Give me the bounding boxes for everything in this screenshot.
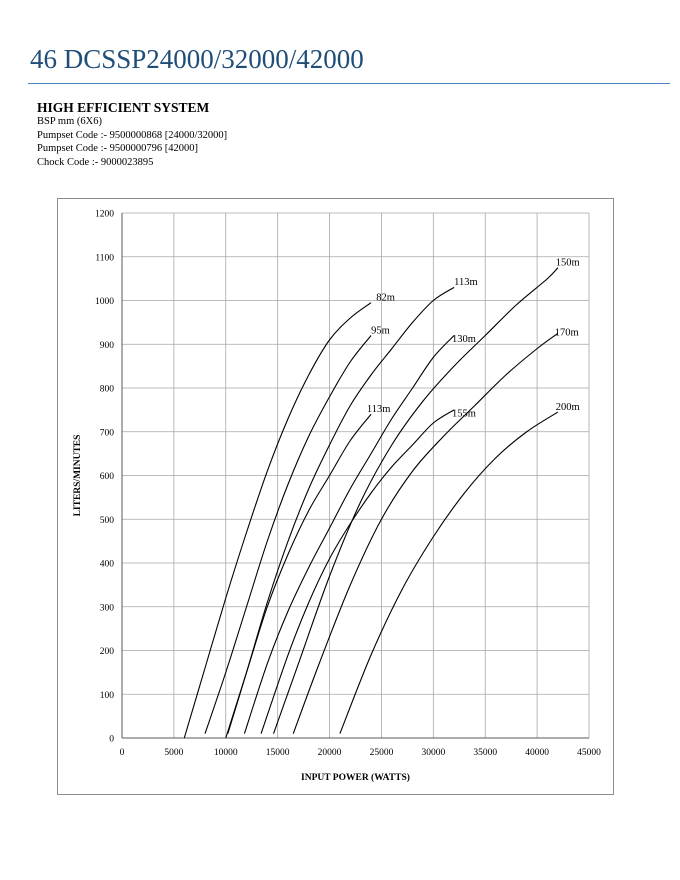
x-tick-label: 30000 [421, 748, 446, 758]
spec-line-pumpset-code-1: Pumpset Code :- 9500000868 [24000/32000] [37, 129, 228, 141]
curve-label-113m: 113m [454, 277, 478, 289]
curve-label-150m: 150m [555, 257, 580, 269]
y-tick-label: 500 [99, 515, 114, 526]
y-tick-label: 300 [99, 603, 114, 614]
spec-line-pumpset-code-2: Pumpset Code :- 9500000796 [42000] [37, 143, 198, 154]
curve-label-170m: 170m [554, 327, 579, 339]
curve-label-95m: 95m [371, 325, 390, 337]
y-tick-label: 1000 [95, 297, 114, 307]
series-line-130m-4 [244, 336, 454, 734]
curve-label-113m: 113m [366, 404, 391, 416]
x-tick-label: 15000 [265, 748, 290, 758]
x-tick-label: 40000 [525, 748, 549, 758]
x-tick-label: 25000 [369, 748, 394, 758]
series-line-113m-3 [228, 287, 454, 733]
x-axis-title: INPUT POWER (WATTS) [301, 773, 410, 783]
y-tick-label: 600 [99, 472, 114, 482]
y-tick-label: 0 [109, 734, 114, 745]
y-tick-label: 1100 [95, 253, 114, 264]
spec-heading: HIGH EFFICIENT SYSTEM [37, 100, 210, 115]
spec-line-bsp: BSP mm (6X6) [37, 116, 102, 127]
series-line-113m-2 [226, 414, 371, 738]
y-tick-label: 100 [99, 690, 114, 701]
y-tick-label: 700 [99, 428, 114, 439]
curve-label-82m: 82m [376, 292, 395, 304]
y-tick-label: 400 [99, 559, 114, 570]
series-line-150m-6 [274, 268, 558, 734]
page-title: 46 DCSSP24000/32000/42000 [30, 44, 364, 74]
x-tick-label: 20000 [317, 748, 342, 758]
y-axis-title: LITERS/MINUTES [73, 434, 83, 517]
y-tick-label: 900 [99, 340, 114, 351]
curve-label-200m: 200m [555, 401, 580, 413]
y-tick-label: 200 [99, 647, 114, 657]
x-tick-label: 10000 [213, 748, 238, 758]
x-tick-label: 45000 [577, 748, 601, 758]
y-tick-label: 800 [99, 384, 114, 395]
x-tick-label: 35000 [473, 748, 498, 758]
series-line-200m-8 [340, 412, 558, 734]
curve-label-155m: 155m [452, 408, 476, 420]
series-line-170m-7 [293, 333, 558, 733]
x-tick-label: 0 [119, 748, 125, 758]
y-tick-label: 1200 [95, 209, 114, 220]
series-line-155m-5 [261, 410, 454, 734]
curve-label-130m: 130m [452, 334, 476, 346]
spec-line-chock-code: Chock Code :- 9000023895 [37, 156, 154, 168]
x-tick-label: 5000 [164, 748, 184, 758]
